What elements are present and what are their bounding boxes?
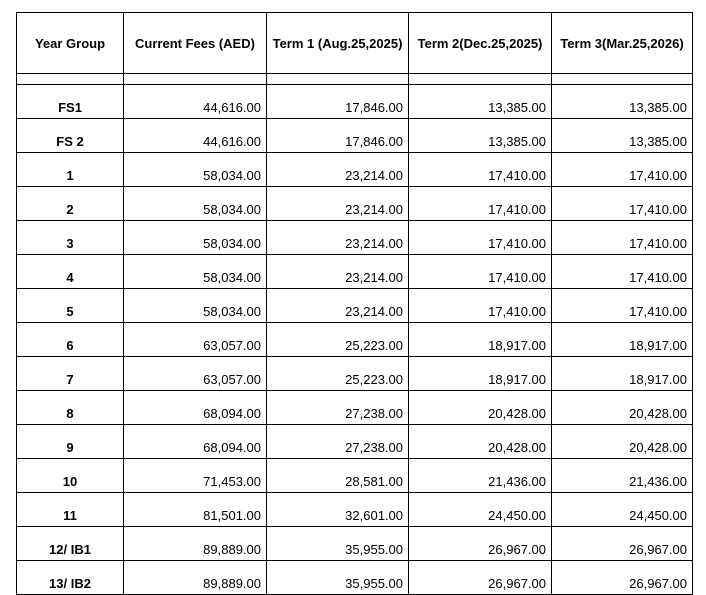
- header-current-fees: Current Fees (AED): [124, 13, 267, 74]
- year-group-cell: 3: [17, 221, 124, 255]
- spacer-cell: [409, 74, 552, 85]
- year-group-cell: 5: [17, 289, 124, 323]
- table-row: [17, 493, 693, 527]
- header-term-3: Term 3(Mar.25,2026): [552, 13, 693, 74]
- current-fees-cell: 58,034.00: [124, 187, 267, 221]
- table-row: [17, 357, 693, 391]
- table-row: [17, 289, 693, 323]
- term-3-cell: 20,428.00: [552, 391, 693, 425]
- spacer-cell: [552, 74, 693, 85]
- spacer-cell: [267, 74, 409, 85]
- year-group-cell: 12/ IB1: [17, 527, 124, 561]
- term-3-cell: 13,385.00: [552, 119, 693, 153]
- current-fees-cell: 58,034.00: [124, 255, 267, 289]
- table-row: [17, 255, 693, 289]
- current-fees-cell: 44,616.00: [124, 85, 267, 119]
- table-row: [17, 459, 693, 493]
- spacer-cell: [17, 74, 124, 85]
- header-year-group: Year Group: [17, 13, 124, 74]
- year-group-cell: 11: [17, 493, 124, 527]
- current-fees-cell: 81,501.00: [124, 493, 267, 527]
- term-3-cell: 17,410.00: [552, 255, 693, 289]
- term-3-cell: 26,967.00: [552, 527, 693, 561]
- table-row: [17, 323, 693, 357]
- term-2-cell: 21,436.00: [409, 459, 552, 493]
- header-term-2: Term 2(Dec.25,2025): [409, 13, 552, 74]
- table-row: [17, 221, 693, 255]
- term-3-cell: 17,410.00: [552, 153, 693, 187]
- term-3-cell: 17,410.00: [552, 221, 693, 255]
- table-row: [17, 187, 693, 221]
- term-1-cell: 32,601.00: [267, 493, 409, 527]
- table-row: [17, 153, 693, 187]
- current-fees-cell: 58,034.00: [124, 221, 267, 255]
- term-1-cell: 23,214.00: [267, 153, 409, 187]
- current-fees-cell: 63,057.00: [124, 357, 267, 391]
- year-group-cell: 1: [17, 153, 124, 187]
- term-3-cell: 17,410.00: [552, 187, 693, 221]
- year-group-cell: 9: [17, 425, 124, 459]
- table-row: [17, 425, 693, 459]
- term-2-cell: 18,917.00: [409, 323, 552, 357]
- table-row: [17, 527, 693, 561]
- term-1-cell: 17,846.00: [267, 119, 409, 153]
- year-group-cell: 6: [17, 323, 124, 357]
- table-row: [17, 391, 693, 425]
- term-1-cell: 28,581.00: [267, 459, 409, 493]
- term-3-cell: 21,436.00: [552, 459, 693, 493]
- term-1-cell: 23,214.00: [267, 221, 409, 255]
- current-fees-cell: 58,034.00: [124, 153, 267, 187]
- term-1-cell: 35,955.00: [267, 561, 409, 595]
- term-2-cell: 18,917.00: [409, 357, 552, 391]
- spacer-cell: [124, 74, 267, 85]
- current-fees-cell: 89,889.00: [124, 527, 267, 561]
- year-group-cell: FS1: [17, 85, 124, 119]
- term-2-cell: 17,410.00: [409, 255, 552, 289]
- table-row: [17, 119, 693, 153]
- year-group-cell: 8: [17, 391, 124, 425]
- current-fees-cell: 89,889.00: [124, 561, 267, 595]
- current-fees-cell: 58,034.00: [124, 289, 267, 323]
- term-3-cell: 20,428.00: [552, 425, 693, 459]
- term-1-cell: 27,238.00: [267, 391, 409, 425]
- term-2-cell: 17,410.00: [409, 289, 552, 323]
- term-1-cell: 35,955.00: [267, 527, 409, 561]
- term-2-cell: 26,967.00: [409, 561, 552, 595]
- term-2-cell: 17,410.00: [409, 221, 552, 255]
- table-row: [17, 561, 693, 595]
- term-2-cell: 17,410.00: [409, 153, 552, 187]
- term-3-cell: 18,917.00: [552, 357, 693, 391]
- term-1-cell: 25,223.00: [267, 357, 409, 391]
- header-term-1: Term 1 (Aug.25,2025): [267, 13, 409, 74]
- term-3-cell: 17,410.00: [552, 289, 693, 323]
- current-fees-cell: 68,094.00: [124, 391, 267, 425]
- term-2-cell: 24,450.00: [409, 493, 552, 527]
- term-2-cell: 20,428.00: [409, 425, 552, 459]
- term-2-cell: 17,410.00: [409, 187, 552, 221]
- current-fees-cell: 68,094.00: [124, 425, 267, 459]
- term-3-cell: 18,917.00: [552, 323, 693, 357]
- year-group-cell: 4: [17, 255, 124, 289]
- term-3-cell: 26,967.00: [552, 561, 693, 595]
- current-fees-cell: 44,616.00: [124, 119, 267, 153]
- term-2-cell: 26,967.00: [409, 527, 552, 561]
- header-row: [17, 13, 693, 74]
- term-1-cell: 25,223.00: [267, 323, 409, 357]
- year-group-cell: 13/ IB2: [17, 561, 124, 595]
- term-1-cell: 17,846.00: [267, 85, 409, 119]
- term-1-cell: 23,214.00: [267, 289, 409, 323]
- term-1-cell: 27,238.00: [267, 425, 409, 459]
- term-3-cell: 24,450.00: [552, 493, 693, 527]
- year-group-cell: 2: [17, 187, 124, 221]
- fees-table: [16, 12, 693, 595]
- table-row: [17, 85, 693, 119]
- term-2-cell: 20,428.00: [409, 391, 552, 425]
- spacer-row: [17, 74, 693, 85]
- term-2-cell: 13,385.00: [409, 85, 552, 119]
- term-1-cell: 23,214.00: [267, 187, 409, 221]
- year-group-cell: FS 2: [17, 119, 124, 153]
- year-group-cell: 10: [17, 459, 124, 493]
- year-group-cell: 7: [17, 357, 124, 391]
- current-fees-cell: 71,453.00: [124, 459, 267, 493]
- term-3-cell: 13,385.00: [552, 85, 693, 119]
- current-fees-cell: 63,057.00: [124, 323, 267, 357]
- term-1-cell: 23,214.00: [267, 255, 409, 289]
- term-2-cell: 13,385.00: [409, 119, 552, 153]
